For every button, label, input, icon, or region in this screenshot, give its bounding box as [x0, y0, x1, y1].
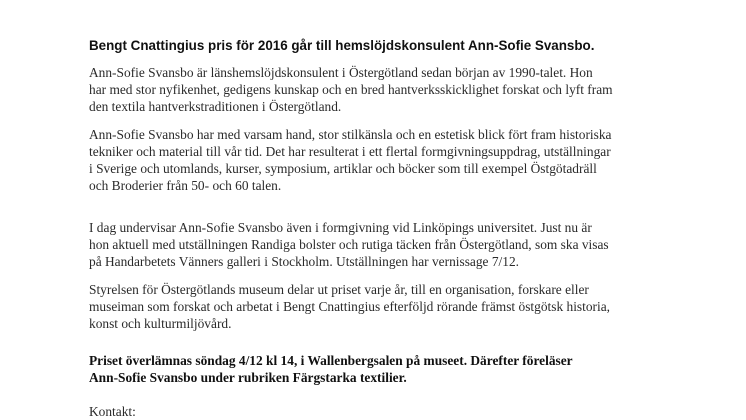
paragraph-current-work [89, 219, 689, 270]
text-line: har med stor nyfikenhet, gedigens kunskap och en bred hantverksskicklighet forskat och lyft fram [89, 82, 613, 97]
text-line: konst och kulturmiljövård. [89, 316, 232, 331]
text-line: museiman som forskat och arbetat i Bengt Cnattingius efterföljd rörande främst östgötsk historia, [89, 299, 611, 314]
text-line: på Handarbetets Vänners galleri i Stockholm. Utställningen har vernissage 7/12. [89, 254, 520, 269]
text-line: hon aktuell med utställningen Randiga bolster och rutiga täcken från Östergötland, som ska visas [89, 237, 609, 252]
text-line: och Broderier från 50- och 60 talen. [89, 178, 282, 193]
headline: Bengt Cnattingius pris för 2016 går till hemslöjdskonsulent Ann-Sofie Svansbo. [89, 38, 595, 53]
text-line: Ann-Sofie Svansbo under rubriken Färgstarka textilier. [89, 370, 407, 385]
paragraph-achievements [89, 126, 689, 194]
text-line: i Sverige och utomlands, kurser, symposium, artiklar och böcker som till exempel Östgötadräll [89, 161, 597, 176]
paragraph-prize-info [89, 281, 689, 332]
paragraph-contact [89, 403, 689, 420]
paragraph-intro [89, 64, 689, 115]
text-line: Priset överlämnas söndag 4/12 kl 14, i Wallenbergsalen på museet. Därefter föreläser [89, 353, 573, 368]
text-line: Ann-Sofie Svansbo har med varsam hand, stor stilkänsla och en estetisk blick fört fram historiska [89, 127, 612, 142]
text-line: den textila hantverkstraditionen i Östergötland. [89, 99, 342, 114]
text-line: I dag undervisar Ann-Sofie Svansbo även i formgivning vid Linköpings universitet. Just nu är [89, 220, 592, 235]
paragraph-ceremony [89, 352, 689, 386]
text-line: Ann-Sofie Svansbo är länshemslöjdskonsulent i Östergötland sedan början av 1990-talet. Hon [89, 65, 593, 80]
text-line: Styrelsen för Östergötlands museum delar ut priset varje år, till en organisation, forskare eller [89, 282, 589, 297]
text-line: tekniker och material till vår tid. Det har resulterat i ett flertal formgivningsuppdrag, utställningar [89, 144, 611, 159]
contact-label: Kontakt: [89, 404, 136, 419]
